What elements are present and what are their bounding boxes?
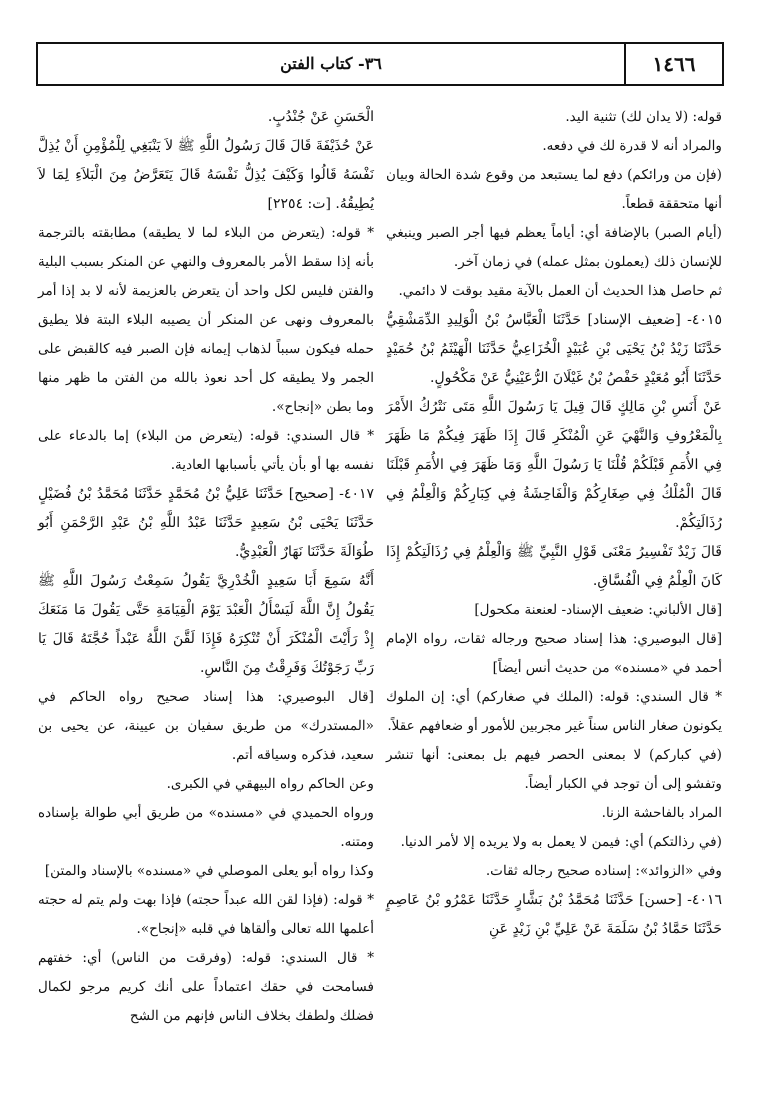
page-number: ١٤٦٦: [652, 52, 696, 76]
hadith-continuation: الْحَسَنِ عَنْ جُنْدُبٍ.: [267, 109, 374, 125]
grading-note: [قال البوصيري: هذا إسناد صحيح رواه الحاكم في «المستدرك» من طريق سفيان بن عيينة، عن يحيى بن سعيد، فذكره وسياقه أتم.: [38, 689, 374, 763]
commentary: * قوله: (فإذا لقن الله عبداً حجته) فإذا بهت ولم يتم له حجته أعلمها الله تعالى وألقاها في قلبه «إنجاح».: [38, 892, 374, 937]
commentary: * قال السندي: قوله: (يتعرض من البلاء) إما بالدعاء على نفسه بها أو بأن يأتي بأسبابها العادية.: [38, 428, 374, 473]
page-header: [36, 42, 724, 86]
paragraph: ثم حاصل هذا الحديث أن العمل بالآية مقيد بوقت لا دائمي.: [398, 283, 722, 299]
paragraph: قوله: (لا يدان لك) تثنية اليد.: [565, 109, 722, 125]
hadith-matn: أَنَّهُ سَمِعَ أَبَا سَعِيدٍ الْخُدْرِيَّ يَقُولُ سَمِعْتُ رَسُولَ اللَّهِ ﷺ يَقُولُ إِنَّ اللَّهَ لَيَسْأَلُ الْعَبْدَ يَوْمَ الْقِيَامَةِ حَتَّى يَقُولَ مَا مَنَعَكَ إِذْ رَأَيْتَ الْمُنْكَرَ أَنْ تُنْكِرَهُ فَإِذَا لَقَّنَ اللَّهُ عَبْداً حُجَّتَهُ قَالَ يَا رَبِّ رَجَوْتُكَ وَفَرِقْتُ مِنَ النَّاسِ.: [38, 573, 374, 676]
hadith-explanation: قَالَ زَيْدٌ تَفْسِيرُ مَعْنَى قَوْلِ النَّبِيِّ ﷺ وَالْعِلْمُ فِي رُذَالَتِكُمْ إِذَا كَانَ الْعِلْمُ فِي الْفُسَّاقِ.: [386, 544, 722, 589]
left-column: [38, 103, 374, 1031]
hadith-isnad: ٤٠١٧- [صحيح] حَدَّثَنَا عَلِيُّ بْنُ مُحَمَّدٍ حَدَّثَنَا مُحَمَّدُ بْنُ فُضَيْلٍ حَدَّثَنَا يَحْيَى بْنُ سَعِيدٍ حَدَّثَنَا عَبْدُ اللَّهِ بْنُ عَبْدِ الرَّحْمَنِ أَبُو طُوَالَةَ حَدَّثَنَا نَهَارٌ الْعَبْدِيُّ.: [38, 486, 374, 560]
commentary: (في رذالتكم) أي: فيمن لا يعمل به ولا يريده إلا لأمر الدنيا.: [400, 834, 722, 850]
right-column: [386, 103, 722, 944]
commentary: * قوله: (يتعرض من البلاء لما لا يطيقه) مطابقته بالترجمة بأنه إذا سقط الأمر بالمعروف والنهي عن المنكر بسبب البلية والفتن فليس لكل واحد أن يتعرض بالعزيمة لأنه لا بد إذا أمر بالمعروف ونهى عن المنكر أن يصيبه البلاء البتة فلا يطيق حمله فيكون سبباً لذهاب إيمانه فإن الصبر فيه كالقبض على الجمر ولا يطيقه كل أحد نعوذ بالله من الفتن ما ظهر منها وما بطن «إنجاح».: [38, 225, 374, 415]
grading-note: وعن الحاكم رواه البيهقي في الكبرى.: [166, 776, 374, 792]
grading-note: [قال الألباني: ضعيف الإسناد- لعنعنة مكحول]: [474, 602, 722, 618]
hadith-isnad: ٤٠١٦- [حسن] حَدَّثَنَا مُحَمَّدُ بْنُ بَشَّارٍ حَدَّثَنَا عَمْرُو بْنُ عَاصِمٍ حَدَّثَنَا حَمَّادُ بْنُ سَلَمَةَ عَنْ عَلِيِّ بْنِ زَيْدٍ عَنِ: [386, 892, 722, 937]
paragraph: (فإن من ورائكم) دفع لما يستبعد من وقوع شدة الحالة وبيان أنها متحققة قطعاً.: [386, 167, 722, 212]
paragraph: (أيام الصبر) بالإضافة أي: أياماً يعظم فيها أجر الصبر وينبغي للإنسان ذلك (يعملون بمثل عمله) في زمان آخر.: [386, 225, 722, 270]
hadith-matn: عَنْ أَنَسِ بْنِ مَالِكٍ قَالَ قِيلَ يَا رَسُولَ اللَّهِ مَتَى نَتْرُكُ الأَمْرَ بِالْمَعْرُوفِ وَالنَّهْيَ عَنِ الْمُنْكَرِ قَالَ إِذَا ظَهَرَ فِيكُمْ مَا ظَهَرَ فِي الأُمَمِ قَبْلَكُمْ قُلْنَا يَا رَسُولَ اللَّهِ وَمَا ظَهَرَ فِي الأُمَمِ قَبْلَنَا قَالَ الْمُلْكُ فِي صِغَارِكُمْ وَالْفَاحِشَةُ فِي كِبَارِكُمْ وَالْعِلْمُ فِي رُذَالَتِكُمْ.: [386, 399, 722, 531]
commentary: * قال السندي: قوله: (الملك في صغاركم) أي: إن الملوك يكونون صغار الناس سناً غير مجربين للأمور أو ضعافهم عقلاً.: [386, 689, 722, 734]
header-divider: [624, 44, 626, 84]
commentary: المراد بالفاحشة الزنا.: [601, 805, 722, 821]
commentary: * قال السندي: قوله: (وفرقت من الناس) أي: خفتهم فسامحت في حقك اعتماداً على أنك كريم مرجو لكمال فضلك ولطفك بخلاف الناس فإنهم من الشح: [38, 950, 374, 1024]
paragraph: والمراد أنه لا قدرة لك في دفعه.: [542, 138, 722, 154]
commentary: وفي «الزوائد»: إسناده صحيح رجاله ثقات.: [485, 863, 722, 879]
chapter-title: ٣٦- كتاب الفتن: [280, 54, 382, 73]
commentary: (في كباركم) لا بمعنى الحصر فيهم بل بمعنى: أنها تنشر وتفشو إلى أن توجد في الكبار أيضاً.: [386, 747, 722, 792]
hadith-isnad: ٤٠١٥- [ضعيف الإسناد] حَدَّثَنَا الْعَبَّاسُ بْنُ الْوَلِيدِ الدِّمَشْقِيُّ حَدَّثَنَا زَيْدُ بْنُ يَحْيَى بْنِ عُبَيْدٍ الْخُزَاعِيُّ حَدَّثَنَا الْهَيْثَمُ بْنُ حُمَيْدٍ حَدَّثَنَا أَبُو مُعَيْدٍ حَفْصُ بْنُ غَيْلَانَ الرُّعَيْنِيُّ عَنْ مَكْحُولٍ.: [386, 312, 722, 386]
hadith-matn: عَنْ حُذَيْفَةَ قَالَ قَالَ رَسُولُ اللَّهِ ﷺ لاَ يَنْبَغِي لِلْمُؤْمِنِ أَنْ يُذِلَّ نَفْسَهُ قَالُوا وَكَيْفَ يُذِلُّ نَفْسَهُ قَالَ يَتَعَرَّضُ مِنَ الْبَلاَءِ لِمَا لاَ يُطِيقُهُ. [ت: ٢٢٥٤]: [38, 138, 374, 212]
grading-note: وكذا رواه أبو يعلى الموصلي في «مسنده» بالإسناد والمتن]: [44, 863, 374, 879]
grading-note: ورواه الحميدي في «مسنده» من طريق أبي طوالة بإسناده ومتنه.: [38, 805, 374, 850]
grading-note: [قال البوصيري: هذا إسناد صحيح ورجاله ثقات، رواه الإمام أحمد في «مسنده» من حديث أنس أيضاً]: [386, 631, 722, 676]
